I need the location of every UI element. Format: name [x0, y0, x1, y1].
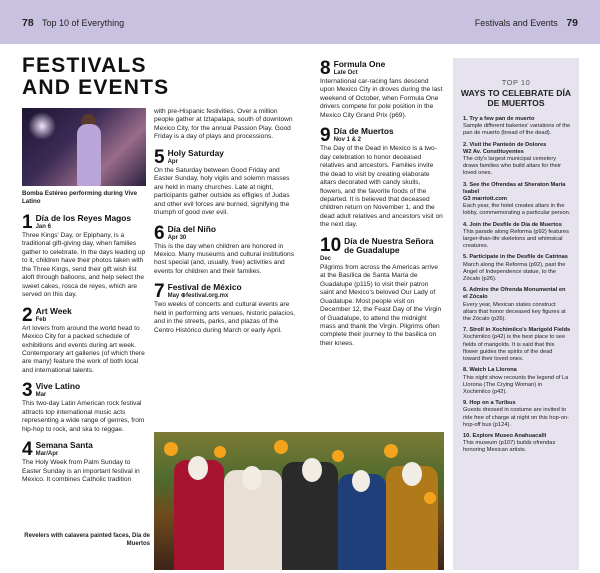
- sidebar-item: [463, 433, 571, 455]
- entry-text: International car-racing fans descend upon Mexico City in droves during the last weekend of October, when Formula One drivers compete for pole position in the Mexico City Grand Prix (p69).: [320, 78, 443, 119]
- concert-photo-caption: Bomba Estéreo performing during Vive Latino: [22, 190, 138, 205]
- entry-6: [154, 222, 298, 277]
- entry-date: Jan 6: [35, 224, 51, 230]
- entry-number: 9: [320, 125, 331, 147]
- sidebar-item: [463, 182, 571, 218]
- column-2: [154, 107, 298, 342]
- sidebar-item-head: 9. Hop on a Turibus: [463, 400, 516, 407]
- page-title-line1: FESTIVALS: [22, 54, 147, 77]
- stage-light: [28, 112, 56, 140]
- marigold: [274, 440, 288, 454]
- entry-number: 7: [154, 281, 165, 303]
- entry-number: 6: [154, 222, 165, 244]
- column-3: [320, 60, 444, 355]
- marigold: [214, 446, 226, 458]
- performer-figure: [77, 124, 101, 186]
- entry-8: [320, 60, 444, 120]
- entry-3: [22, 382, 150, 434]
- entry-text: On the Saturday between Good Friday and Easter Sunday, holy vigils and solemn masses are held in many churches. Late at night, participants gather outside as effigies of Judas and other evil forces are burned, signifying the triumph of good over evil.: [154, 166, 290, 217]
- sidebar-item-head: 6. Admire the Ofrenda Monumental en el Zócalo: [463, 287, 566, 301]
- top10-sidebar: [453, 58, 579, 570]
- entry-text: The Holy Week from Palm Sunday to Easter Sunday is an important festival in Mexico. It combines Catholic tradition: [22, 459, 140, 484]
- sidebar-item: [463, 400, 571, 429]
- entry-text: This two-day Latin American rock festival attracts top international music acts representing a wide range of genres, from hip-hop to rock, and ska to reggae.: [22, 400, 145, 433]
- marigold: [424, 492, 436, 504]
- sidebar-item: [463, 327, 571, 363]
- entry-title: Vive Latino: [35, 381, 81, 392]
- painted-face: [352, 470, 370, 492]
- entry-number: 1: [22, 212, 33, 233]
- entry-date: Apr: [167, 158, 178, 165]
- sidebar-item-text: Sample different bakeries' variations of the pan de muerto (bread of the dead).: [463, 123, 571, 137]
- entry-text: The Day of the Dead in Mexico is a two-day celebration to honor deceased relatives and ancestors. Families invite the dead to visit by creating elaborate altars decorated with candy skulls, flowers, and the favorite foods of the departed. It is believed that deceased children return on November 1, and the dead adult relatives and ancestors visit on the next day.: [320, 145, 443, 229]
- entry-9: [320, 127, 444, 230]
- entry-text: Three Kings' Day, or Epiphany, is a traditional gift-giving day, when families gather to celebrate. In the days leading up to it, children have their photos taken with the Three Kings, send their gift wish list aloft through balloons, and help select the sweet cakes, rosca de reyes, which are served on this day.: [22, 232, 146, 299]
- header-right: [475, 17, 578, 29]
- sidebar-item-text: The city's largest municipal cemetery draws families who build altars for their loved ones.: [463, 156, 561, 177]
- page-title: [22, 55, 172, 99]
- sidebar-item-text: Xochimilco (p42) is the best place to see fields of marigolds. It is said that this flower guides the spirits of the dead toward their loved ones.: [463, 334, 566, 363]
- entry-10: [320, 234, 444, 349]
- sidebar-item-head: 5. Participate in the Desfile de Catrinas: [463, 254, 568, 261]
- entry-title: Holy Saturday: [167, 147, 224, 158]
- entry-title: Día de Nuestra Señora de Guadalupe: [344, 235, 434, 255]
- entry-date: Nov 1 & 2: [333, 137, 361, 144]
- entry-title: Festival de México: [167, 282, 242, 293]
- entry-title: Día del Niño: [167, 223, 216, 234]
- sidebar-item-text: This parade along Reforma (p92) features larger-than-life skeletons and whimsical creatures.: [463, 228, 569, 250]
- entry-number: 10: [320, 234, 342, 256]
- entry-text: Two weeks of concerts and cultural events are held in performing arts venues, historic palacios, and in the streets, parks, and plazas of the Centro Histórico during March or early April.: [154, 301, 296, 334]
- entry-title: Art Week: [35, 305, 72, 316]
- right-page-number: 79: [566, 17, 578, 29]
- entry-date: Feb: [35, 316, 47, 323]
- marigold: [332, 450, 344, 462]
- entry-5: [154, 146, 298, 218]
- sidebar-item-text: This museum (p107) builds ofrendas honoring Mexican artists.: [463, 440, 556, 454]
- painted-face: [402, 462, 422, 486]
- entry-number: 4: [22, 439, 33, 461]
- entry-1: [22, 214, 150, 300]
- entry-date: Late Oct: [333, 70, 358, 76]
- sidebar-item-head: 3. See the Ofrendas at Sheraton María Isabel: [463, 181, 566, 195]
- painted-face: [242, 466, 262, 490]
- entry-date: Apr 30: [167, 234, 187, 241]
- header-left: [22, 17, 124, 29]
- concert-photo: [22, 108, 146, 186]
- sidebar-item: [463, 367, 571, 396]
- painted-face: [188, 456, 208, 480]
- sidebar-title: WAYS TO CELEBRATE DÍA DE MUERTOS: [460, 88, 572, 108]
- sidebar-item: [463, 222, 571, 251]
- entry-text: This is the day when children are honored in Mexico. Many museums and cultural institutions host special (and, usually, free) activities and events for children and their families.: [154, 242, 294, 275]
- sidebar-item-text: This night show recounts the legend of La Llorona (The Crying Woman) in Xochimilco (p42).: [463, 374, 569, 395]
- entry-date: Mar/Apr: [35, 451, 59, 458]
- entry-title: Semana Santa: [35, 440, 93, 451]
- entry-text: Art lovers from around the world head to Mexico City for a packed schedule of exhibitions and events during art week. Contemporary art galleries (of which there are many) feature the work of both local and international talents.: [22, 324, 145, 374]
- entry-text: with pre-Hispanic festivities. Over a million people gather at Iztapalapa, south of downtown Mexico City, for the annual Passion Play. Good Friday is a day of plays and processions.: [154, 108, 293, 141]
- globe-icon: ⊕: [180, 293, 186, 300]
- sidebar-item: [463, 254, 571, 283]
- entry-title: Formula One: [333, 59, 386, 69]
- entry-title: Día de los Reyes Magos: [35, 213, 131, 223]
- right-running-title: Festivals and Events: [474, 18, 558, 28]
- page-title-line2: AND EVENTS: [22, 76, 170, 99]
- entry-7: [154, 283, 298, 335]
- page-header: [0, 0, 600, 44]
- entry-number: 8: [320, 58, 331, 79]
- day-of-dead-photo-caption: Revelers with calavera painted faces, Día de Muertos: [24, 533, 150, 547]
- entry-date: Mar: [35, 392, 47, 399]
- sidebar-item-head: 4. Join the Desfile de Día de Muertos: [463, 221, 562, 228]
- entry-2: [22, 304, 150, 376]
- entry-4: [22, 441, 150, 484]
- left-page-number: 78: [22, 17, 34, 29]
- painted-face: [302, 458, 322, 482]
- sidebar-list: [453, 108, 579, 455]
- sidebar-item: [463, 116, 571, 138]
- entry-number: 2: [22, 304, 33, 326]
- sidebar-item-head: 10. Explore Museo Anahuacalli: [463, 432, 547, 439]
- entry-date-value: May: [167, 293, 180, 300]
- entry-date: [168, 292, 242, 300]
- entry-number: 3: [22, 380, 33, 402]
- marigold: [384, 444, 398, 458]
- column-1: [22, 214, 150, 492]
- sidebar-item-head: 2. Visit the Panteón de Dolores: [463, 141, 547, 148]
- entry-4-continued: [154, 108, 298, 142]
- entry-title: Día de Muertos: [333, 126, 394, 137]
- marigold: [164, 442, 178, 456]
- sidebar-item-text: Every year, Mexican states construct altars that honor deceased key figures at the Zócalo (p26).: [463, 301, 566, 323]
- left-running-title: Top 10 of Everything: [42, 18, 125, 28]
- sidebar-item-head: 1. Try a few pan de muerto: [463, 116, 535, 122]
- sidebar-item: [463, 142, 571, 178]
- entry-number: 5: [154, 146, 165, 168]
- sidebar-item-location: G3 marriott.com: [463, 196, 507, 203]
- sidebar-kicker: TOP 10: [501, 78, 531, 87]
- sidebar-item-text: Each year, the hotel creates altars in the lobby, commemorating a particular person.: [463, 203, 571, 217]
- sidebar-item: [463, 287, 571, 323]
- sidebar-item-location: W2 Av. Constituyentes: [463, 148, 524, 155]
- sidebar-item-head: 7. Stroll in Xochimilco's Marigold Fields: [463, 327, 571, 334]
- entry-text: Pilgrims from across the Americas arrive at the Basílica de Santa María de Guadalupe (p115) to visit their patron saint and Mexico's beloved Our Lady of Guadalupe. Most people visit on December 12, the Feast Day of the Virgin of Guadalupe, to attend the midnight mass and thank the Virgin. Pilgrims often complete their journey to the basilica on their knees.: [320, 263, 442, 347]
- entry-website: festival.org.mx: [185, 293, 229, 300]
- sidebar-item-text: March along the Reforma (p92), past the Angel of Independence statue, to the Zócalo (p26).: [463, 261, 566, 283]
- sidebar-item-text: Guests dressed in costume are invited to ride free of charge at night on this hop-on-hop-off bus (p124).: [463, 407, 569, 428]
- entry-date: Dec: [320, 255, 332, 262]
- sidebar-item-head: 8. Watch La Llorona: [463, 367, 517, 374]
- day-of-dead-photo: [154, 432, 444, 570]
